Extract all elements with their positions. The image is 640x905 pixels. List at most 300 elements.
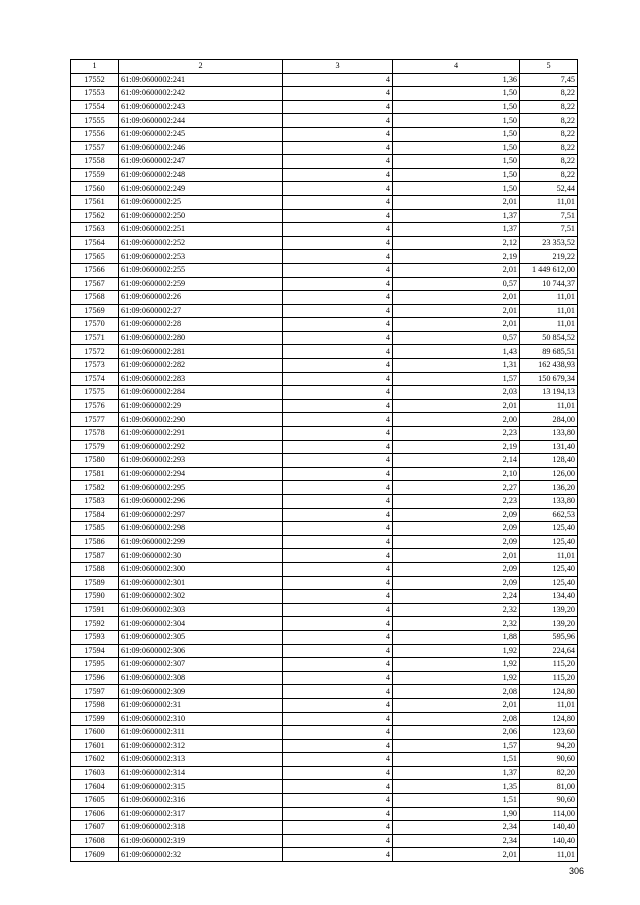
column-5-value: 8,22 — [520, 100, 578, 114]
column-5-value: 7,51 — [520, 209, 578, 223]
column-3-value: 4 — [283, 794, 393, 808]
cadastral-number: 61:09:0600002:292 — [119, 440, 283, 454]
column-4-value: 1,36 — [393, 73, 520, 87]
cadastral-number: 61:09:0600002:259 — [119, 277, 283, 291]
column-4-value: 2,24 — [393, 590, 520, 604]
row-number: 17572 — [71, 345, 119, 359]
row-number: 17569 — [71, 304, 119, 318]
row-number: 17588 — [71, 562, 119, 576]
column-5-value: 50 854,52 — [520, 331, 578, 345]
table-row — [71, 87, 578, 101]
cadastral-number: 61:09:0600002:281 — [119, 345, 283, 359]
column-5-value: 8,22 — [520, 141, 578, 155]
column-4-value: 2,23 — [393, 495, 520, 509]
column-4-value: 2,34 — [393, 834, 520, 848]
column-4-value: 2,01 — [393, 195, 520, 209]
row-number: 17593 — [71, 630, 119, 644]
column-4-value: 2,10 — [393, 467, 520, 481]
table-row — [71, 291, 578, 305]
column-4-value: 2,01 — [393, 399, 520, 413]
column-3-value: 4 — [283, 603, 393, 617]
table-row — [71, 535, 578, 549]
column-4-value: 2,19 — [393, 440, 520, 454]
column-5-value: 219,22 — [520, 250, 578, 264]
cadastral-number: 61:09:0600002:297 — [119, 508, 283, 522]
table-row — [71, 658, 578, 672]
row-number: 17579 — [71, 440, 119, 454]
column-3-value: 4 — [283, 821, 393, 835]
cadastral-number: 61:09:0600002:306 — [119, 644, 283, 658]
cadastral-number: 61:09:0600002:307 — [119, 658, 283, 672]
column-3-value: 4 — [283, 87, 393, 101]
row-number: 17584 — [71, 508, 119, 522]
table-row — [71, 685, 578, 699]
column-5-value: 8,22 — [520, 87, 578, 101]
row-number: 17597 — [71, 685, 119, 699]
column-3-value: 4 — [283, 508, 393, 522]
column-header-1: 1 — [71, 60, 119, 74]
column-4-value: 2,09 — [393, 562, 520, 576]
row-number: 17609 — [71, 848, 119, 862]
column-3-value: 4 — [283, 535, 393, 549]
column-5-value: 11,01 — [520, 195, 578, 209]
column-5-value: 125,40 — [520, 562, 578, 576]
column-5-value: 114,00 — [520, 807, 578, 821]
row-number: 17586 — [71, 535, 119, 549]
table-row — [71, 698, 578, 712]
row-number: 17561 — [71, 195, 119, 209]
table-row — [71, 100, 578, 114]
row-number: 17603 — [71, 766, 119, 780]
column-5-value: 136,20 — [520, 481, 578, 495]
table-row — [71, 481, 578, 495]
row-number: 17592 — [71, 617, 119, 631]
table-row — [71, 413, 578, 427]
row-number: 17600 — [71, 726, 119, 740]
table-row — [71, 359, 578, 373]
table-row — [71, 726, 578, 740]
cadastral-number: 61:09:0600002:241 — [119, 73, 283, 87]
column-4-value: 2,00 — [393, 413, 520, 427]
column-3-value: 4 — [283, 712, 393, 726]
column-4-value: 2,32 — [393, 603, 520, 617]
table-row — [71, 454, 578, 468]
row-number: 17577 — [71, 413, 119, 427]
row-number: 17589 — [71, 576, 119, 590]
column-5-value: 139,20 — [520, 603, 578, 617]
table-row — [71, 712, 578, 726]
column-4-value: 1,50 — [393, 114, 520, 128]
cadastral-number: 61:09:0600002:313 — [119, 753, 283, 767]
row-number: 17596 — [71, 671, 119, 685]
column-3-value: 4 — [283, 413, 393, 427]
table-row — [71, 440, 578, 454]
row-number: 17564 — [71, 236, 119, 250]
column-5-value: 284,00 — [520, 413, 578, 427]
cadastral-number: 61:09:0600002:284 — [119, 386, 283, 400]
row-number: 17583 — [71, 495, 119, 509]
column-4-value: 1,50 — [393, 182, 520, 196]
row-number: 17554 — [71, 100, 119, 114]
column-5-value: 10 744,37 — [520, 277, 578, 291]
table-row — [71, 304, 578, 318]
cadastral-number: 61:09:0600002:299 — [119, 535, 283, 549]
column-3-value: 4 — [283, 834, 393, 848]
column-5-value: 13 194,13 — [520, 386, 578, 400]
cadastral-number: 61:09:0600002:296 — [119, 495, 283, 509]
table-body — [71, 73, 578, 861]
column-3-value: 4 — [283, 399, 393, 413]
column-5-value: 125,40 — [520, 535, 578, 549]
cadastral-number: 61:09:0600002:315 — [119, 780, 283, 794]
cadastral-number: 61:09:0600002:253 — [119, 250, 283, 264]
column-4-value: 1,50 — [393, 155, 520, 169]
row-number: 17585 — [71, 522, 119, 536]
column-4-value: 1,31 — [393, 359, 520, 373]
cadastral-number: 61:09:0600002:291 — [119, 427, 283, 441]
column-3-value: 4 — [283, 454, 393, 468]
column-4-value: 1,92 — [393, 671, 520, 685]
column-3-value: 4 — [283, 522, 393, 536]
column-4-value: 1,90 — [393, 807, 520, 821]
column-4-value: 2,01 — [393, 291, 520, 305]
column-5-value: 8,22 — [520, 114, 578, 128]
row-number: 17590 — [71, 590, 119, 604]
row-number: 17562 — [71, 209, 119, 223]
row-number: 17552 — [71, 73, 119, 87]
column-4-value: 1,35 — [393, 780, 520, 794]
row-number: 17594 — [71, 644, 119, 658]
column-5-value: 131,40 — [520, 440, 578, 454]
column-4-value: 2,01 — [393, 304, 520, 318]
column-3-value: 4 — [283, 100, 393, 114]
table-row — [71, 603, 578, 617]
column-4-value: 1,43 — [393, 345, 520, 359]
column-5-value: 8,22 — [520, 127, 578, 141]
row-number: 17587 — [71, 549, 119, 563]
column-5-value: 595,96 — [520, 630, 578, 644]
column-5-value: 52,44 — [520, 182, 578, 196]
table-row — [71, 427, 578, 441]
table-row — [71, 495, 578, 509]
table-row — [71, 209, 578, 223]
column-3-value: 4 — [283, 576, 393, 590]
row-number: 17555 — [71, 114, 119, 128]
row-number: 17575 — [71, 386, 119, 400]
column-5-value: 125,40 — [520, 576, 578, 590]
column-5-value: 90,60 — [520, 753, 578, 767]
table-row — [71, 549, 578, 563]
column-3-value: 4 — [283, 562, 393, 576]
table-row — [71, 794, 578, 808]
column-5-value: 11,01 — [520, 549, 578, 563]
column-5-value: 125,40 — [520, 522, 578, 536]
cadastral-number: 61:09:0600002:310 — [119, 712, 283, 726]
cadastral-number: 61:09:0600002:283 — [119, 372, 283, 386]
column-5-value: 94,20 — [520, 739, 578, 753]
row-number: 17567 — [71, 277, 119, 291]
data-table — [70, 59, 578, 862]
table-row — [71, 168, 578, 182]
column-5-value: 150 679,34 — [520, 372, 578, 386]
column-header-5: 5 — [520, 60, 578, 74]
table-header — [71, 60, 578, 74]
table-row — [71, 780, 578, 794]
column-3-value: 4 — [283, 331, 393, 345]
column-3-value: 4 — [283, 481, 393, 495]
cadastral-number: 61:09:0600002:305 — [119, 630, 283, 644]
cadastral-number: 61:09:0600002:319 — [119, 834, 283, 848]
column-5-value: 115,20 — [520, 671, 578, 685]
page-number: 306 — [568, 866, 584, 876]
column-4-value: 0,57 — [393, 277, 520, 291]
table-row — [71, 73, 578, 87]
row-number: 17565 — [71, 250, 119, 264]
row-number: 17595 — [71, 658, 119, 672]
table-row — [71, 277, 578, 291]
table-row — [71, 590, 578, 604]
column-4-value: 2,09 — [393, 535, 520, 549]
column-3-value: 4 — [283, 427, 393, 441]
column-5-value: 224,64 — [520, 644, 578, 658]
column-4-value: 2,01 — [393, 318, 520, 332]
row-number: 17560 — [71, 182, 119, 196]
row-number: 17553 — [71, 87, 119, 101]
column-4-value: 1,50 — [393, 168, 520, 182]
row-number: 17604 — [71, 780, 119, 794]
column-5-value: 7,51 — [520, 223, 578, 237]
cadastral-number: 61:09:0600002:318 — [119, 821, 283, 835]
column-5-value: 8,22 — [520, 155, 578, 169]
cadastral-number: 61:09:0600002:247 — [119, 155, 283, 169]
column-3-value: 4 — [283, 236, 393, 250]
cadastral-number: 61:09:0600002:25 — [119, 195, 283, 209]
table-row — [71, 467, 578, 481]
column-5-value: 11,01 — [520, 304, 578, 318]
cadastral-number: 61:09:0600002:301 — [119, 576, 283, 590]
column-5-value: 124,80 — [520, 685, 578, 699]
table-row — [71, 739, 578, 753]
column-3-value: 4 — [283, 127, 393, 141]
column-4-value: 1,50 — [393, 100, 520, 114]
cadastral-number: 61:09:0600002:294 — [119, 467, 283, 481]
column-5-value: 140,40 — [520, 834, 578, 848]
cadastral-number: 61:09:0600002:31 — [119, 698, 283, 712]
row-number: 17563 — [71, 223, 119, 237]
cadastral-number: 61:09:0600002:304 — [119, 617, 283, 631]
column-3-value: 4 — [283, 780, 393, 794]
cadastral-number: 61:09:0600002:250 — [119, 209, 283, 223]
cadastral-number: 61:09:0600002:316 — [119, 794, 283, 808]
column-4-value: 1,57 — [393, 372, 520, 386]
column-3-value: 4 — [283, 658, 393, 672]
column-5-value: 124,80 — [520, 712, 578, 726]
column-4-value: 1,88 — [393, 630, 520, 644]
column-3-value: 4 — [283, 318, 393, 332]
cadastral-number: 61:09:0600002:242 — [119, 87, 283, 101]
row-number: 17556 — [71, 127, 119, 141]
row-number: 17605 — [71, 794, 119, 808]
cadastral-number: 61:09:0600002:245 — [119, 127, 283, 141]
cadastral-number: 61:09:0600002:298 — [119, 522, 283, 536]
column-4-value: 2,23 — [393, 427, 520, 441]
table-row — [71, 766, 578, 780]
column-4-value: 2,03 — [393, 386, 520, 400]
column-5-value: 23 353,52 — [520, 236, 578, 250]
column-5-value: 139,20 — [520, 617, 578, 631]
cadastral-number: 61:09:0600002:309 — [119, 685, 283, 699]
column-3-value: 4 — [283, 549, 393, 563]
column-3-value: 4 — [283, 753, 393, 767]
table-row — [71, 617, 578, 631]
cadastral-number: 61:09:0600002:251 — [119, 223, 283, 237]
column-3-value: 4 — [283, 630, 393, 644]
row-number: 17573 — [71, 359, 119, 373]
column-5-value: 123,60 — [520, 726, 578, 740]
column-3-value: 4 — [283, 263, 393, 277]
column-3-value: 4 — [283, 223, 393, 237]
table-row — [71, 318, 578, 332]
table-row — [71, 522, 578, 536]
column-3-value: 4 — [283, 359, 393, 373]
table-row — [71, 263, 578, 277]
row-number: 17580 — [71, 454, 119, 468]
column-4-value: 2,27 — [393, 481, 520, 495]
column-5-value: 134,40 — [520, 590, 578, 604]
cadastral-number: 61:09:0600002:32 — [119, 848, 283, 862]
table-row — [71, 807, 578, 821]
column-4-value: 2,09 — [393, 522, 520, 536]
row-number: 17557 — [71, 141, 119, 155]
column-5-value: 1 449 612,00 — [520, 263, 578, 277]
column-3-value: 4 — [283, 698, 393, 712]
column-3-value: 4 — [283, 277, 393, 291]
column-5-value: 162 438,93 — [520, 359, 578, 373]
column-5-value: 115,20 — [520, 658, 578, 672]
column-4-value: 1,37 — [393, 223, 520, 237]
column-3-value: 4 — [283, 386, 393, 400]
column-5-value: 7,45 — [520, 73, 578, 87]
table-row — [71, 372, 578, 386]
column-3-value: 4 — [283, 304, 393, 318]
column-5-value: 11,01 — [520, 698, 578, 712]
column-3-value: 4 — [283, 209, 393, 223]
table-row — [71, 644, 578, 658]
column-3-value: 4 — [283, 372, 393, 386]
column-3-value: 4 — [283, 114, 393, 128]
column-3-value: 4 — [283, 345, 393, 359]
column-4-value: 2,32 — [393, 617, 520, 631]
column-4-value: 2,09 — [393, 576, 520, 590]
table-row — [71, 195, 578, 209]
column-4-value: 2,01 — [393, 698, 520, 712]
cadastral-number: 61:09:0600002:243 — [119, 100, 283, 114]
cadastral-number: 61:09:0600002:30 — [119, 549, 283, 563]
column-3-value: 4 — [283, 495, 393, 509]
column-3-value: 4 — [283, 141, 393, 155]
column-3-value: 4 — [283, 155, 393, 169]
row-number: 17571 — [71, 331, 119, 345]
cadastral-number: 61:09:0600002:246 — [119, 141, 283, 155]
column-5-value: 140,40 — [520, 821, 578, 835]
column-4-value: 0,57 — [393, 331, 520, 345]
column-3-value: 4 — [283, 766, 393, 780]
cadastral-number: 61:09:0600002:300 — [119, 562, 283, 576]
column-3-value: 4 — [283, 739, 393, 753]
table-row — [71, 821, 578, 835]
column-3-value: 4 — [283, 250, 393, 264]
column-header-4: 4 — [393, 60, 520, 74]
table-row — [71, 182, 578, 196]
row-number: 17599 — [71, 712, 119, 726]
column-3-value: 4 — [283, 195, 393, 209]
column-5-value: 11,01 — [520, 318, 578, 332]
column-4-value: 1,50 — [393, 127, 520, 141]
column-3-value: 4 — [283, 291, 393, 305]
column-5-value: 128,40 — [520, 454, 578, 468]
column-4-value: 1,51 — [393, 794, 520, 808]
cadastral-number: 61:09:0600002:29 — [119, 399, 283, 413]
table-row — [71, 236, 578, 250]
cadastral-number: 61:09:0600002:282 — [119, 359, 283, 373]
row-number: 17607 — [71, 821, 119, 835]
column-5-value: 126,00 — [520, 467, 578, 481]
row-number: 17558 — [71, 155, 119, 169]
column-3-value: 4 — [283, 168, 393, 182]
column-4-value: 2,08 — [393, 685, 520, 699]
cadastral-number: 61:09:0600002:312 — [119, 739, 283, 753]
row-number: 17576 — [71, 399, 119, 413]
cadastral-number: 61:09:0600002:26 — [119, 291, 283, 305]
column-4-value: 2,06 — [393, 726, 520, 740]
column-5-value: 11,01 — [520, 848, 578, 862]
column-4-value: 1,50 — [393, 141, 520, 155]
cadastral-number: 61:09:0600002:252 — [119, 236, 283, 250]
column-3-value: 4 — [283, 848, 393, 862]
column-3-value: 4 — [283, 807, 393, 821]
cadastral-number: 61:09:0600002:290 — [119, 413, 283, 427]
column-4-value: 2,01 — [393, 263, 520, 277]
row-number: 17602 — [71, 753, 119, 767]
column-4-value: 2,01 — [393, 549, 520, 563]
cadastral-number: 61:09:0600002:302 — [119, 590, 283, 604]
table-row — [71, 630, 578, 644]
cadastral-number: 61:09:0600002:314 — [119, 766, 283, 780]
column-4-value: 1,37 — [393, 766, 520, 780]
column-3-value: 4 — [283, 644, 393, 658]
cadastral-number: 61:09:0600002:28 — [119, 318, 283, 332]
table-row — [71, 399, 578, 413]
column-3-value: 4 — [283, 440, 393, 454]
column-5-value: 82,20 — [520, 766, 578, 780]
column-5-value: 90,60 — [520, 794, 578, 808]
table-row — [71, 250, 578, 264]
row-number: 17570 — [71, 318, 119, 332]
cadastral-number: 61:09:0600002:255 — [119, 263, 283, 277]
header-row — [71, 60, 578, 74]
column-4-value: 1,92 — [393, 658, 520, 672]
table-row — [71, 848, 578, 862]
column-3-value: 4 — [283, 467, 393, 481]
column-3-value: 4 — [283, 73, 393, 87]
table-row — [71, 671, 578, 685]
column-3-value: 4 — [283, 182, 393, 196]
row-number: 17601 — [71, 739, 119, 753]
column-3-value: 4 — [283, 685, 393, 699]
table-row — [71, 127, 578, 141]
row-number: 17608 — [71, 834, 119, 848]
cadastral-number: 61:09:0600002:308 — [119, 671, 283, 685]
